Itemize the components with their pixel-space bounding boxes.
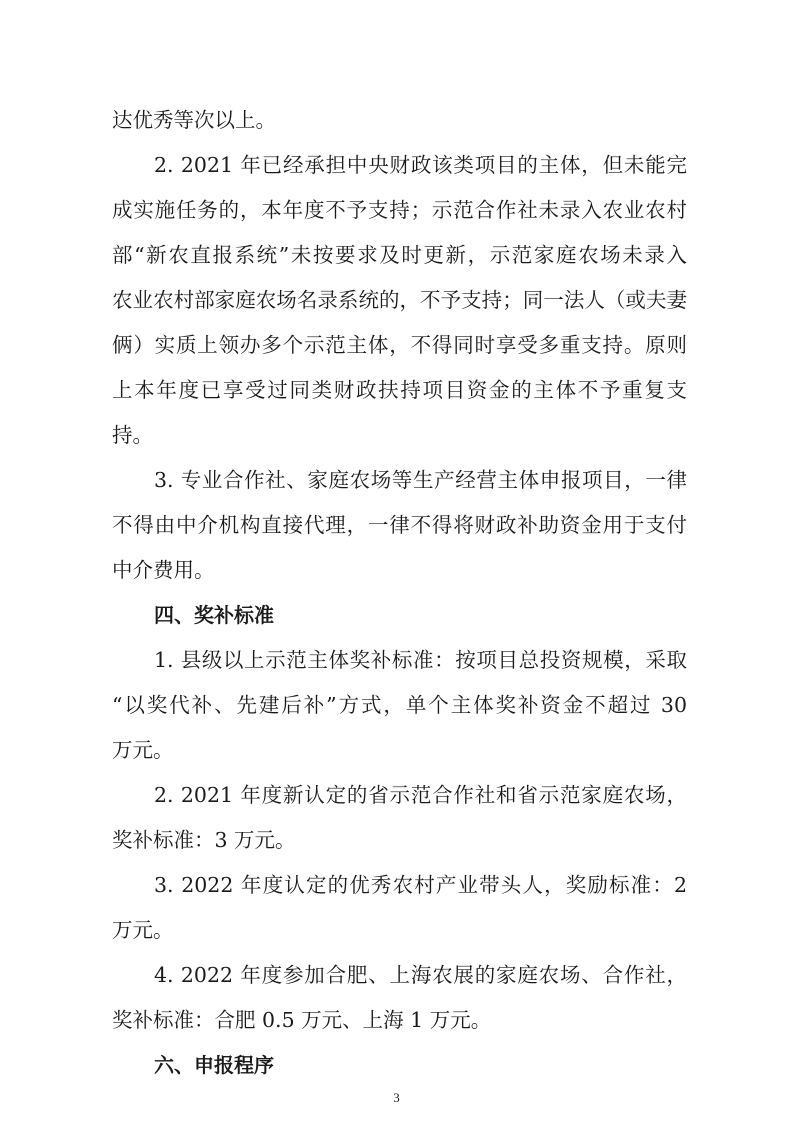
text-line: 3. 专业合作社、家庭农场等生产经营主体申报项目，一律 xyxy=(154,468,687,492)
section-heading: 六、申报程序 xyxy=(154,1053,274,1077)
text-line: 2. 2021 年已经承担中央财政该类项目的主体，但未能完 xyxy=(154,153,687,177)
text-line: 持。 xyxy=(112,423,153,447)
text-line: 农业农村部家庭农场名录系统的，不予支持；同一法人（或夫妻 xyxy=(112,288,687,312)
text-line: 4. 2022 年度参加合肥、上海农展的家庭农场、合作社， xyxy=(154,963,687,987)
text-line: 万元。 xyxy=(112,738,174,762)
section-heading: 四、奖补标准 xyxy=(154,603,274,627)
text-line: 达优秀等次以上。 xyxy=(112,108,276,132)
text-line: 万元。 xyxy=(112,918,174,942)
text-line: 3. 2022 年度认定的优秀农村产业带头人，奖励标准：2 xyxy=(154,873,687,897)
text-line: 1. 县级以上示范主体奖补标准：按项目总投资规模，采取 xyxy=(154,648,687,672)
text-line: 上本年度已享受过同类财政扶持项目资金的主体不予重复支 xyxy=(112,378,687,402)
page-number: 3 xyxy=(393,1090,400,1105)
text-line: 2. 2021 年度新认定的省示范合作社和省示范家庭农场， xyxy=(154,783,687,807)
text-line: 奖补标准：3 万元。 xyxy=(112,828,296,852)
text-line: 成实施任务的，本年度不予支持；示范合作社未录入农业农村 xyxy=(112,198,687,222)
text-line: 部“新农直报系统”未按要求及时更新，示范家庭农场未录入 xyxy=(112,243,687,267)
text-line: 奖补标准：合肥 0.5 万元、上海 1 万元。 xyxy=(112,1008,492,1032)
text-line: 中介费用。 xyxy=(112,558,215,582)
text-line: 俩）实质上领办多个示范主体，不得同时享受多重支持。原则 xyxy=(112,333,687,357)
text-line: “以奖代补、先建后补”方式，单个主体奖补资金不超过 30 xyxy=(112,693,687,717)
text-line: 不得由中介机构直接代理，一律不得将财政补助资金用于支付 xyxy=(112,513,687,537)
